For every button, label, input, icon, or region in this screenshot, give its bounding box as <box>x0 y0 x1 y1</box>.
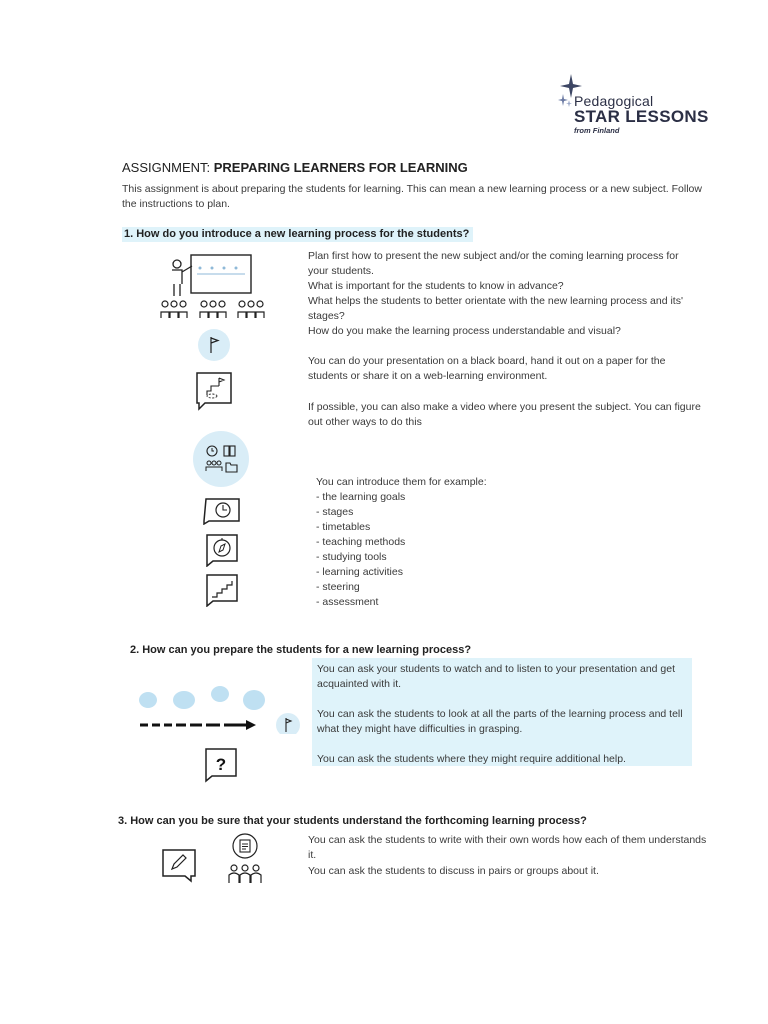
teacher-board-icon <box>165 250 255 300</box>
list-item: - steering <box>316 581 360 593</box>
logo-line2: STAR LESSONS <box>574 107 709 126</box>
page-title <box>122 160 468 175</box>
document-circle-icon <box>225 832 265 888</box>
flag-circle-icon <box>197 328 231 362</box>
clock-speech-icon <box>202 497 242 525</box>
list-item: - timetables <box>316 521 371 533</box>
q3-heading: 3. How can you be sure that your students understand the forthcoming learning process? <box>118 815 587 827</box>
tools-circle-icon <box>192 430 250 488</box>
list-item: - learning activities <box>316 566 403 578</box>
q1-para1: Plan first how to present the new subject and/or the coming learning process for your students. What is important for the students to know in advance? What helps the students to better orientate with the new learning process and its' stages? How do you make the learning process understandable and visual? <box>308 250 683 337</box>
list-item: - stages <box>316 506 354 518</box>
q1-para2: You can do your presentation on a black board, hand it out on a paper for the students or share it on a web-learning environment. <box>308 355 666 382</box>
list-item: - teaching methods <box>316 536 406 548</box>
students-group-icon <box>158 298 270 322</box>
list-item: - assessment <box>316 596 379 608</box>
question-mark: ? <box>215 755 227 774</box>
dotted-arrow-icon <box>138 684 303 734</box>
question-speech-icon <box>203 747 239 783</box>
compass-speech-icon <box>204 533 240 567</box>
path-speech-icon <box>194 370 234 412</box>
q1-para3: If possible, you can also make a video where you present the subject. You can figure out other ways to do this <box>308 401 701 428</box>
q1-list-intro: You can introduce them for example: <box>316 476 487 488</box>
q2-para2: You can ask the students to look at all the parts of the learning process and tell what they might have difficulties in grasping. <box>317 708 683 735</box>
logo-line3: from Finland <box>574 126 620 135</box>
q2-para1: You can ask your students to watch and to listen to your presentation and get acquainted with it. <box>317 663 676 690</box>
pencil-speech-icon <box>160 848 198 884</box>
q2-para3: You can ask the students where they might require additional help. <box>317 753 626 765</box>
list-item: - studying tools <box>316 551 387 563</box>
logo <box>555 72 715 142</box>
logo-line1: Pedagogical <box>574 93 654 109</box>
q1-heading: 1. How do you introduce a new learning process for the students? <box>122 227 473 242</box>
title-main: PREPARING LEARNERS FOR LEARNING <box>213 160 468 175</box>
intro-text: This assignment is about preparing the students for learning. This can mean a new learning process or a new subject. Follow the instructions to plan. <box>122 183 702 210</box>
q1-list <box>316 490 405 610</box>
q2-heading: 2. How can you prepare the students for a new learning process? <box>130 644 472 656</box>
q3-para2: You can ask the students to discuss in pairs or groups about it. <box>308 865 599 877</box>
title-prefix: ASSIGNMENT: <box>122 160 211 175</box>
list-item: - the learning goals <box>316 491 406 503</box>
q3-para1: You can ask the students to write with their own words how each of them understands it. <box>308 834 707 861</box>
stairs-speech-icon <box>204 573 240 607</box>
